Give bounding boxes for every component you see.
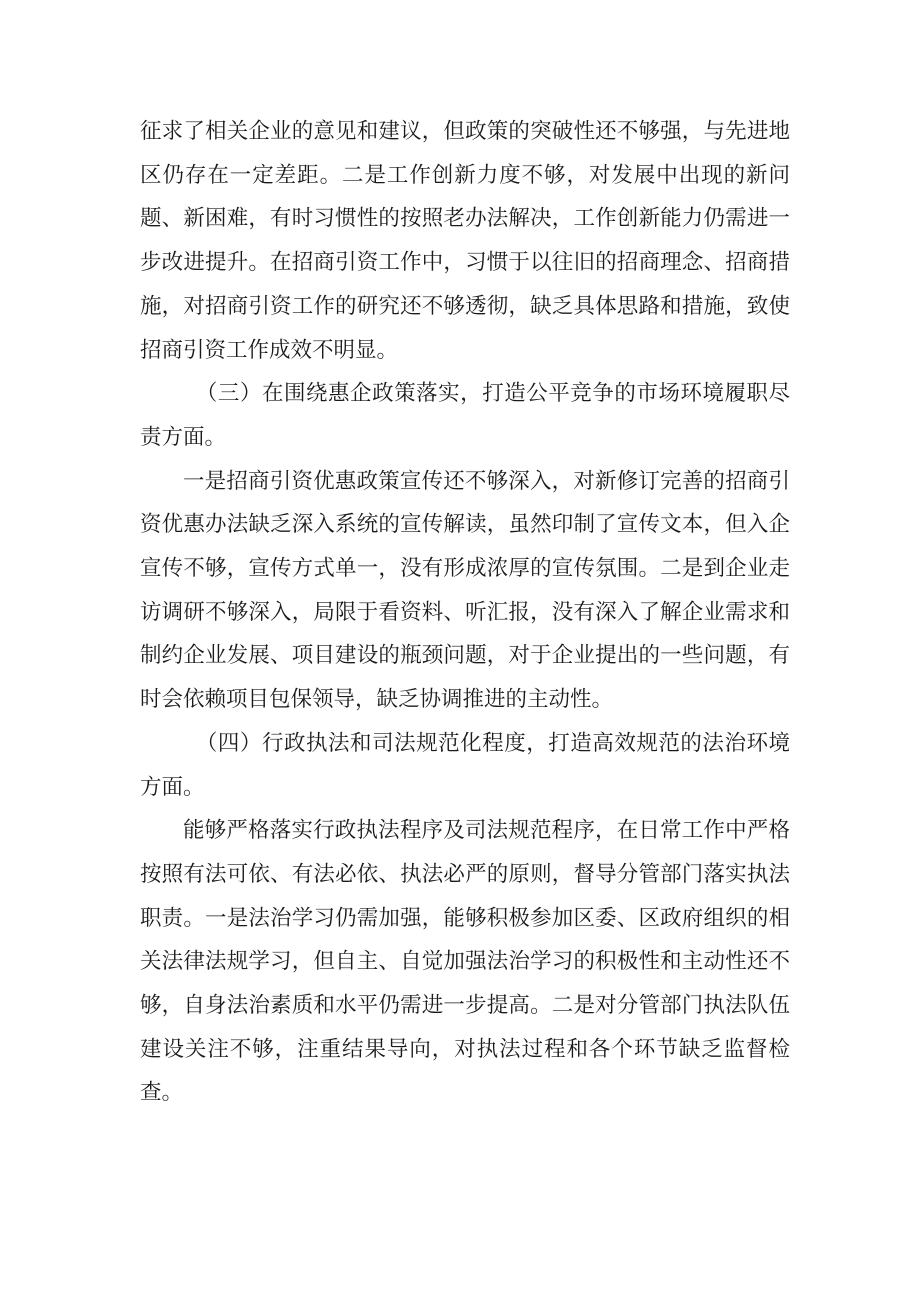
- paragraph-continuation: 征求了相关企业的意见和建议，但政策的突破性还不够强，与先进地区仍存在一定差距。二是工作创新力度不够，对发展中出现的新问题、新困难，有时习惯性的按照老办法解决，工作创新能力仍需进一步改进提升。在招商引资工作中，习惯于以往旧的招商理念、招商措施，对招商引资工作的研究还不够透彻，缺乏具体思路和措施，致使招商引资工作成效不明显。: [140, 119, 790, 363]
- paragraph-body: 能够严格落实行政执法程序及司法规范程序，在日常工作中严格按照有法可依、有法必依、执法必严的原则，督导分管部门落实执法职责。一是法治学习仍需加强，能够积极参加区委、区政府组织的相关法律法规学习，但自主、自觉加强法治学习的积极性和主动性还不够，自身法治素质和水平仍需进一步提高。二是对分管部门执法队伍建设关注不够，注重结果导向，对执法过程和各个环节缺乏监督检查。: [140, 818, 790, 1106]
- section-heading-three: （三）在围绕惠企政策落实，打造公平竞争的市场环境履职尽责方面。: [140, 381, 790, 450]
- section-heading-four: （四）行政执法和司法规范化程度，打造高效规范的法治环境方面。: [140, 730, 790, 800]
- paragraph-body: 一是招商引资优惠政策宣传还不够深入，对新修订完善的招商引资优惠办法缺乏深入系统的宣传解读，虽然印制了宣传文本，但入企宣传不够，宣传方式单一，没有形成浓厚的宣传氛围。二是到企业走访调研不够深入，局限于看资料、听汇报，没有深入了解企业需求和制约企业发展、项目建设的瓶颈问题，对于企业提出的一些问题，有时会依赖项目包保领导，缺乏协调推进的主动性。: [140, 468, 790, 713]
- document-page: [140, 110, 790, 1115]
